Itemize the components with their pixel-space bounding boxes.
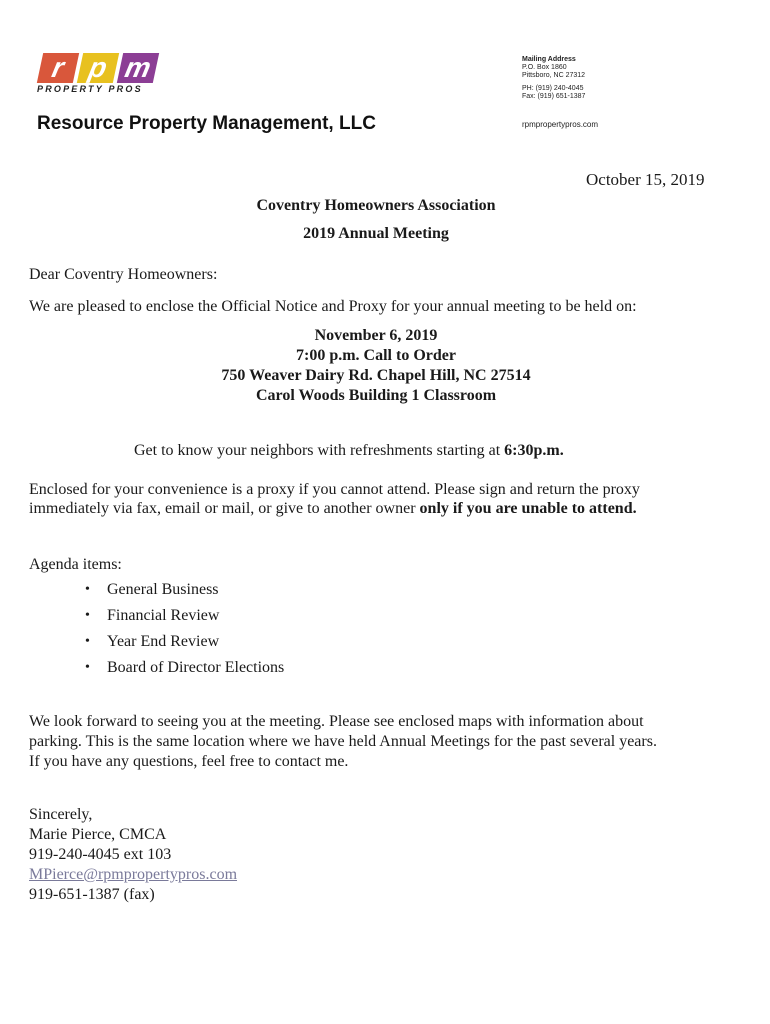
proxy-text: immediately via fax, email or mail, or give to another owner — [29, 500, 420, 517]
fax-line: Fax: (919) 651-1387 — [522, 93, 586, 100]
signer-phone: 919-240-4045 ext 103 — [29, 846, 172, 863]
website-link[interactable]: rpmpropertypros.com — [522, 120, 599, 129]
proxy-emphasis: only if you are unable to attend. — [419, 500, 637, 517]
agenda-item: • Board of Director Elections — [85, 659, 285, 676]
letter-heading-meeting: 2019 Annual Meeting — [303, 225, 449, 242]
event-details — [0, 326, 752, 406]
salutation: Dear Coventry Homeowners: — [29, 266, 218, 283]
letter-date: October 15, 2019 — [586, 170, 705, 189]
closing-paragraph-line3: If you have any questions, feel free to contact me. — [29, 753, 349, 770]
agenda-item: • Year End Review — [85, 633, 220, 650]
logo-letter-p: p — [77, 53, 119, 83]
letter-heading-association: Coventry Homeowners Association — [256, 197, 496, 214]
mailing-label: Mailing Address — [522, 56, 576, 63]
event-address: 750 Weaver Dairy Rd. Chapel Hill, NC 27514 — [221, 367, 531, 384]
bullet-icon: • — [85, 634, 90, 649]
po-box: P.O. Box 1860 — [522, 64, 567, 71]
refreshments-time: 6:30p.m. — [504, 442, 564, 459]
refreshments-text: Get to know your neighbors with refreshments starting at — [134, 442, 505, 459]
signoff: Sincerely, — [29, 806, 93, 823]
proxy-paragraph-line2 — [29, 499, 637, 519]
bullet-icon: • — [85, 660, 90, 675]
city-line: Pittsboro, NC 27312 — [522, 72, 586, 79]
agenda-title: Agenda items: — [29, 556, 122, 573]
signer-name: Marie Pierce, CMCA — [29, 826, 167, 843]
company-logo — [40, 53, 160, 83]
proxy-paragraph-line1: Enclosed for your convenience is a proxy if you cannot attend. Please sign and return the proxy — [29, 481, 640, 498]
event-room: Carol Woods Building 1 Classroom — [255, 387, 497, 404]
logo-tagline: PROPERTY PROS — [37, 84, 143, 94]
phone-line: PH: (919) 240-4045 — [522, 85, 584, 92]
agenda-item: • Financial Review — [85, 607, 220, 624]
closing-paragraph-line1: We look forward to seeing you at the meeting. Please see enclosed maps with information about — [29, 713, 644, 730]
agenda-item: • General Business — [85, 581, 219, 598]
bullet-icon: • — [85, 582, 90, 597]
refreshments-line — [134, 441, 564, 461]
signer-fax: 919-651-1387 (fax) — [29, 886, 155, 903]
intro-paragraph: We are pleased to enclose the Official Notice and Proxy for your annual meeting to be held on: — [29, 298, 637, 315]
event-time: 7:00 p.m. Call to Order — [296, 347, 456, 364]
logo-letter-m: m — [117, 53, 159, 83]
signer-email-link[interactable]: MPierce@rpmpropertypros.com — [29, 866, 238, 883]
mailing-address-block — [522, 56, 585, 101]
bullet-icon: • — [85, 608, 90, 623]
company-name: Resource Property Management, LLC — [37, 113, 376, 134]
agenda-list — [85, 580, 284, 684]
event-date: November 6, 2019 — [314, 327, 438, 344]
logo-letter-r: r — [37, 53, 79, 83]
closing-paragraph-line2: parking. This is the same location where we have held Annual Meetings for the past several years. — [29, 733, 657, 750]
